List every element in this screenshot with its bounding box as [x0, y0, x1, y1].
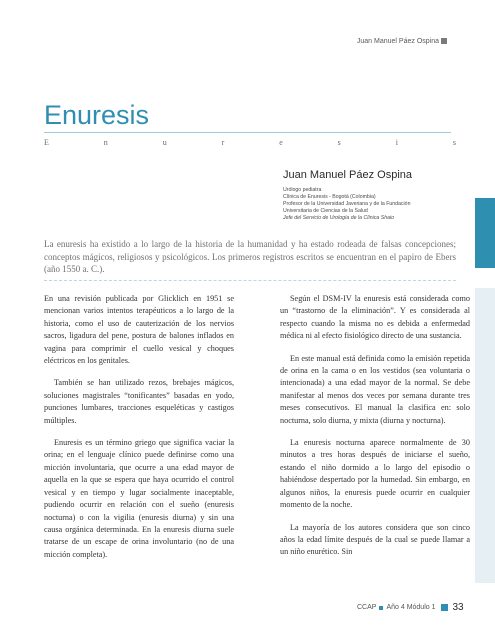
side-accent-tab	[475, 198, 495, 268]
spaced-letter: u	[162, 138, 167, 147]
running-header-author: Juan Manuel Páez Ospina	[356, 38, 439, 45]
page-number: 33	[452, 602, 464, 613]
affiliation-line: Urólogo pediatra	[283, 187, 322, 193]
spaced-letter: e	[279, 138, 283, 147]
spaced-letter: s	[452, 138, 456, 147]
section-divider	[44, 280, 456, 281]
spaced-letter: s	[337, 138, 341, 147]
footer-bullet-icon	[379, 606, 383, 610]
footer-issue: Año 4 Módulo 1	[386, 604, 436, 611]
title-rule	[44, 132, 451, 133]
spaced-title	[44, 138, 456, 147]
article-title: Enuresis	[44, 100, 150, 130]
affiliation-line: Clínica de Enuresis - Bogotá (Colombia)	[283, 194, 376, 200]
paragraph: Según el DSM-IV la enuresis está considerada como un “trastorno de la eliminación”. Y es considerada al respecto cuando la misma no es debida a enfermedad médica ni al efecto fisiológico directo de una sustancia.	[280, 294, 470, 341]
paragraph: En este manual está definida como la emisión repetida de orina en la cama o en los vestidos (sea voluntaria o intencionada) a una edad mayor de la normal. Se debe manifestar al menos dos veces por semana durante tres meses consecutivos. El manual la clasifica en: solo nocturna, solo diurna, y mixta (diurna y nocturna).	[280, 353, 470, 425]
spaced-letter: r	[221, 138, 225, 147]
paragraph: La enuresis nocturna aparece normalmente de 30 minutos a tres horas después de iniciarse el sueño, estando el niño dormido a lo largo del episodio o habiéndose despertado por la humedad. Sin embargo, en algunos niños, la enuresis puede ocurrir en cualquier momento de la noche.	[280, 438, 470, 510]
author-name: Juan Manuel Páez Ospina	[283, 169, 413, 181]
paragraph: También se han utilizado rezos, brebajes mágicos, soluciones magistrales “tonificantes” basadas en yodo, punciones lumbares, tracciones esqueléticas y castigos múltiples.	[44, 378, 234, 425]
side-accent-band	[475, 288, 495, 583]
footer-journal: CCAP	[357, 604, 377, 611]
paragraph: En una revisión publicada por Glicklich en 1951 se mencionan varios intentos terapéuticos a lo largo de la historia, como el uso de cauterización de los nervios sacros, ligadura del pene, postura de balones inflados en vagina para comprimir el cuello vesical y choques eléctricos en los genitales.	[44, 294, 234, 366]
affiliation-line: Jefe del Servicio de Urología de la Clínica Shaio	[283, 215, 395, 221]
header-square-icon	[441, 38, 447, 44]
spaced-letter: n	[103, 138, 108, 147]
page-footer	[357, 602, 464, 613]
paragraph: La mayoría de los autores considera que son cinco años la edad límite después de la cual se puede llamar a un niño enurético. Sin	[280, 522, 470, 557]
footer-square-icon	[441, 604, 448, 611]
paragraph: Enuresis es un término griego que significa vaciar la orina; en el lenguaje clínico puede definirse como una micción involuntaria, que ocurre a una edad mayor de aquella en la que se espera que haya ocurrido el control vesical y en tiempo y lugar socialmente inaceptable, pudiendo ocurrir en relación con el sueño (enuresis nocturna) o con la vigilia (enuresis diurna) y sin una causa orgánica determinada. En la enuresis diurna suele tratarse de un escape de orina involuntario (no de una micción completa).	[44, 438, 234, 559]
affiliation-line: Profesor de la Universidad Javeriana y de la Fundación	[283, 201, 411, 207]
author-affiliation	[283, 187, 463, 222]
left-column	[44, 293, 234, 571]
right-column	[280, 293, 470, 569]
spaced-letter: E	[44, 138, 49, 147]
spaced-letter: i	[395, 138, 398, 147]
abstract: La enuresis ha existido a lo largo de la historia de la humanidad y ha estado rodeada de falsas concepciones; conceptos mágicos, religiosos y psicológicos. Los primeros registros escritos se encuentran en el papiro de Ebers (año 1550 a. C.).	[44, 239, 456, 274]
affiliation-line: Universitaria de Ciencias de la Salud	[283, 208, 368, 214]
